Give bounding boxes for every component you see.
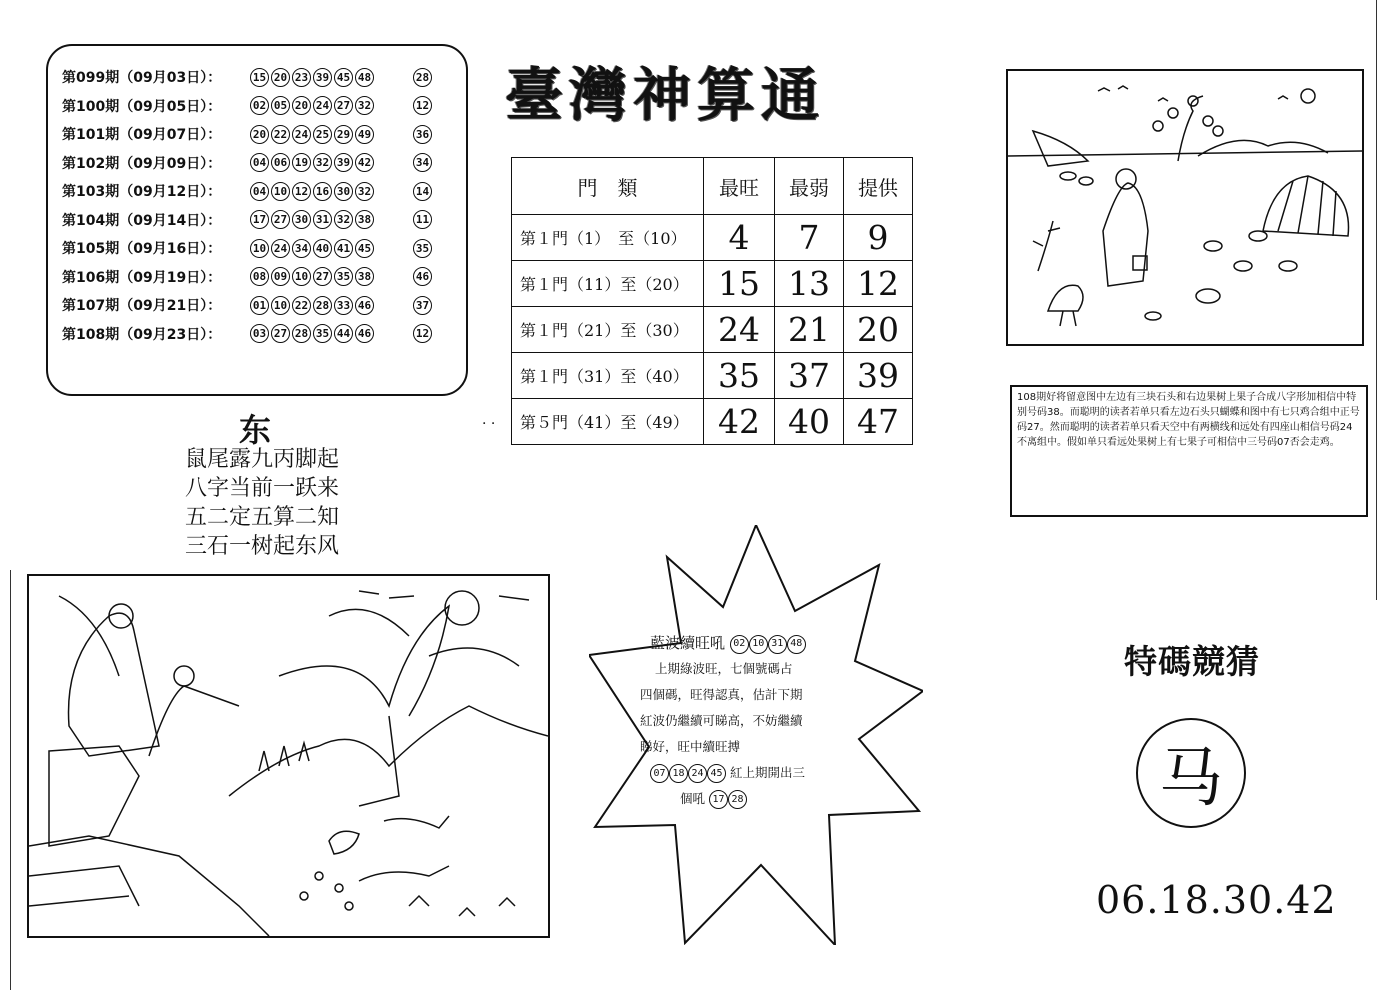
red-text: 紅上期開出三 [729, 765, 805, 780]
number-ball: 10 [749, 635, 768, 654]
number-ball: 10 [271, 296, 290, 315]
tip-value: 47 [844, 399, 913, 445]
draw-label: 第103期（09月12日）： [62, 184, 222, 200]
headline-balls [730, 634, 806, 652]
draw-row [62, 292, 432, 318]
number-ball: 20 [271, 68, 290, 87]
header-max: 最旺 [704, 158, 775, 215]
poem-line: 鼠尾露九丙脚起 [185, 447, 340, 472]
number-ball: 46 [355, 296, 374, 315]
poem-line: 八字当前一跃来 [185, 476, 340, 501]
draw-label: 第100期（09月05日）： [62, 98, 222, 115]
max-value: 15 [704, 261, 775, 307]
special-ball: 12 [413, 324, 432, 343]
row-label: 第１門（31）至（40） [512, 353, 704, 399]
tail-balls [709, 791, 747, 806]
number-ball: 33 [334, 296, 353, 315]
special-ball: 34 [413, 153, 432, 172]
number-ball: 45 [334, 68, 353, 87]
draw-row [62, 235, 432, 261]
special-ball: 35 [413, 239, 432, 258]
number-ball: 32 [313, 153, 332, 172]
star-text-line: 睇好，旺中續旺搏 [640, 739, 741, 754]
draw-balls [250, 125, 395, 144]
number-ball: 32 [334, 210, 353, 229]
number-ball: 27 [313, 267, 332, 286]
landscape-illustration [27, 574, 550, 938]
min-value: 13 [775, 261, 844, 307]
number-ball: 02 [250, 96, 269, 115]
tip-value: 20 [844, 307, 913, 353]
min-value: 21 [775, 307, 844, 353]
star-text-line: 四個碼，旺得認真，估計下期 [640, 687, 803, 702]
special-ball: 37 [413, 296, 432, 315]
max-value: 35 [704, 353, 775, 399]
number-ball: 09 [271, 267, 290, 286]
number-ball: 10 [292, 267, 311, 286]
special-guess-title: 特碼競猜 [1124, 642, 1260, 681]
number-ball: 28 [728, 790, 747, 809]
number-ball: 25 [313, 125, 332, 144]
draw-balls [250, 324, 395, 343]
page-title: 臺灣神算通 [505, 61, 826, 129]
number-ball: 04 [250, 182, 269, 201]
number-ball: 41 [334, 239, 353, 258]
table-header-row [512, 158, 913, 215]
draw-row [62, 121, 432, 147]
number-ball: 31 [313, 210, 332, 229]
min-value: 40 [775, 399, 844, 445]
star-text-line: 紅波仍繼續可睇高，不妨繼續 [640, 713, 803, 728]
draw-label: 第107期（09月21日）： [62, 298, 222, 314]
draw-label: 第106期（09月19日）： [62, 269, 222, 286]
special-ball: 46 [413, 267, 432, 286]
number-ball: 38 [355, 267, 374, 286]
number-group-table [511, 157, 913, 445]
header-category: 門 類 [512, 158, 704, 215]
number-ball: 03 [250, 324, 269, 343]
number-ball: 06 [271, 153, 290, 172]
guess-numbers: 06.18.30.42 [1096, 878, 1337, 922]
riddle-poem [185, 411, 385, 561]
table-row [512, 353, 913, 399]
number-ball: 31 [768, 635, 787, 654]
riddle-explanation: 108期好将留意图中左边有三块石头和右边果树上果子合成八字形加相信中特别号码38。而聪明的读者若单只看左边石头只蝴蝶和图中有七只鸡合组中正号码27。然而聪明的读者若单只看天空中有两横线和远处有四座山相信号码24不离组中。假如单只看远处果树上有七果子可相信中三号码07否会走鸡。 [1010, 385, 1368, 517]
max-value: 4 [704, 215, 775, 261]
draw-row [62, 150, 432, 176]
min-value: 7 [775, 215, 844, 261]
tail-prefix: 個吼 [680, 791, 706, 806]
number-ball: 34 [292, 239, 311, 258]
draw-row [62, 178, 432, 204]
number-ball: 32 [355, 96, 374, 115]
draw-balls [250, 96, 395, 115]
row-label: 第１門（11）至（20） [512, 261, 704, 307]
number-ball: 05 [271, 96, 290, 115]
number-ball: 49 [355, 125, 374, 144]
number-ball: 20 [250, 125, 269, 144]
number-ball: 15 [250, 68, 269, 87]
number-ball: 44 [334, 324, 353, 343]
number-ball: 24 [313, 96, 332, 115]
number-ball: 27 [271, 210, 290, 229]
number-ball: 02 [730, 635, 749, 654]
number-ball: 48 [787, 635, 806, 654]
number-ball: 16 [313, 182, 332, 201]
tip-value: 9 [844, 215, 913, 261]
draw-row [62, 93, 432, 119]
table-row [512, 399, 913, 445]
number-ball: 10 [250, 239, 269, 258]
min-value: 37 [775, 353, 844, 399]
number-ball: 24 [271, 239, 290, 258]
starburst-content [640, 630, 880, 812]
number-ball: 45 [355, 239, 374, 258]
draw-label: 第102期（09月09日）： [62, 155, 222, 172]
number-ball: 08 [250, 267, 269, 286]
star-headline: 藍波續旺吼 [650, 634, 726, 652]
draw-label: 第101期（09月07日）： [62, 127, 222, 143]
number-ball: 07 [650, 764, 669, 783]
row-label: 第１門（21）至（30） [512, 307, 704, 353]
landscape-drawing [29, 576, 548, 936]
star-headline-row [650, 630, 880, 656]
number-ball: 30 [334, 182, 353, 201]
number-ball: 17 [709, 790, 728, 809]
number-ball: 12 [292, 182, 311, 201]
number-ball: 18 [669, 764, 688, 783]
draw-label: 第099期（09月03日）： [62, 70, 222, 86]
number-ball: 28 [313, 296, 332, 315]
number-ball: 45 [707, 764, 726, 783]
tip-value: 39 [844, 353, 913, 399]
number-ball: 35 [334, 267, 353, 286]
row-label: 第１門（1） 至（10） [512, 215, 704, 261]
number-ball: 46 [355, 324, 374, 343]
zodiac-circle [1136, 718, 1246, 828]
draw-row [62, 207, 432, 233]
draw-history-panel [46, 44, 468, 396]
draw-label: 第105期（09月16日）： [62, 241, 222, 257]
number-ball: 01 [250, 296, 269, 315]
number-ball: 22 [271, 125, 290, 144]
special-ball: 11 [413, 210, 432, 229]
number-ball: 27 [334, 96, 353, 115]
number-ball: 20 [292, 96, 311, 115]
farm-scene-illustration [1006, 69, 1364, 346]
number-ball: 30 [292, 210, 311, 229]
special-ball: 14 [413, 182, 432, 201]
draw-row [62, 64, 432, 90]
max-value: 24 [704, 307, 775, 353]
page-border-left [10, 570, 11, 990]
page-border-right [1376, 0, 1377, 600]
dot-marks: · · [482, 416, 496, 432]
number-ball: 27 [271, 324, 290, 343]
header-tip: 提供 [844, 158, 913, 215]
number-ball: 19 [292, 153, 311, 172]
number-ball: 40 [313, 239, 332, 258]
number-ball: 48 [355, 68, 374, 87]
number-ball: 38 [355, 210, 374, 229]
number-ball: 23 [292, 68, 311, 87]
header-min: 最弱 [775, 158, 844, 215]
draw-label: 第104期（09月14日）： [62, 212, 222, 229]
number-ball: 42 [355, 153, 374, 172]
draw-balls [250, 182, 395, 201]
number-ball: 39 [313, 68, 332, 87]
number-ball: 32 [355, 182, 374, 201]
red-balls-row [650, 760, 880, 786]
red-balls [650, 765, 726, 780]
number-ball: 28 [292, 324, 311, 343]
draw-balls [250, 239, 395, 258]
table-row [512, 307, 913, 353]
number-ball: 22 [292, 296, 311, 315]
number-ball: 39 [334, 153, 353, 172]
tail-row [680, 786, 880, 812]
number-ball: 35 [313, 324, 332, 343]
farm-scene-drawing [1008, 71, 1362, 344]
number-ball: 24 [292, 125, 311, 144]
draw-balls [250, 267, 395, 286]
number-ball: 10 [271, 182, 290, 201]
poem-line: 三石一树起东风 [185, 534, 340, 559]
number-ball: 04 [250, 153, 269, 172]
poem-title: 东 [238, 411, 271, 449]
special-ball: 12 [413, 96, 432, 115]
draw-balls [250, 68, 395, 87]
table-row [512, 261, 913, 307]
row-label: 第５門（41）至（49） [512, 399, 704, 445]
number-ball: 24 [688, 764, 707, 783]
number-ball: 29 [334, 125, 353, 144]
special-ball: 36 [413, 125, 432, 144]
draw-balls [250, 210, 395, 229]
zodiac-animal: 马 [1159, 742, 1223, 816]
poem-line: 五二定五算二知 [185, 505, 340, 530]
star-text-line: 上期綠波旺，七個號碼占 [655, 661, 793, 676]
number-ball: 17 [250, 210, 269, 229]
draw-row [62, 321, 432, 347]
draw-label: 第108期（09月23日）： [62, 326, 222, 343]
special-ball: 28 [413, 68, 432, 87]
draw-row [62, 264, 432, 290]
max-value: 42 [704, 399, 775, 445]
draw-balls [250, 296, 395, 315]
draw-balls [250, 153, 395, 172]
table-row [512, 215, 913, 261]
tip-value: 12 [844, 261, 913, 307]
